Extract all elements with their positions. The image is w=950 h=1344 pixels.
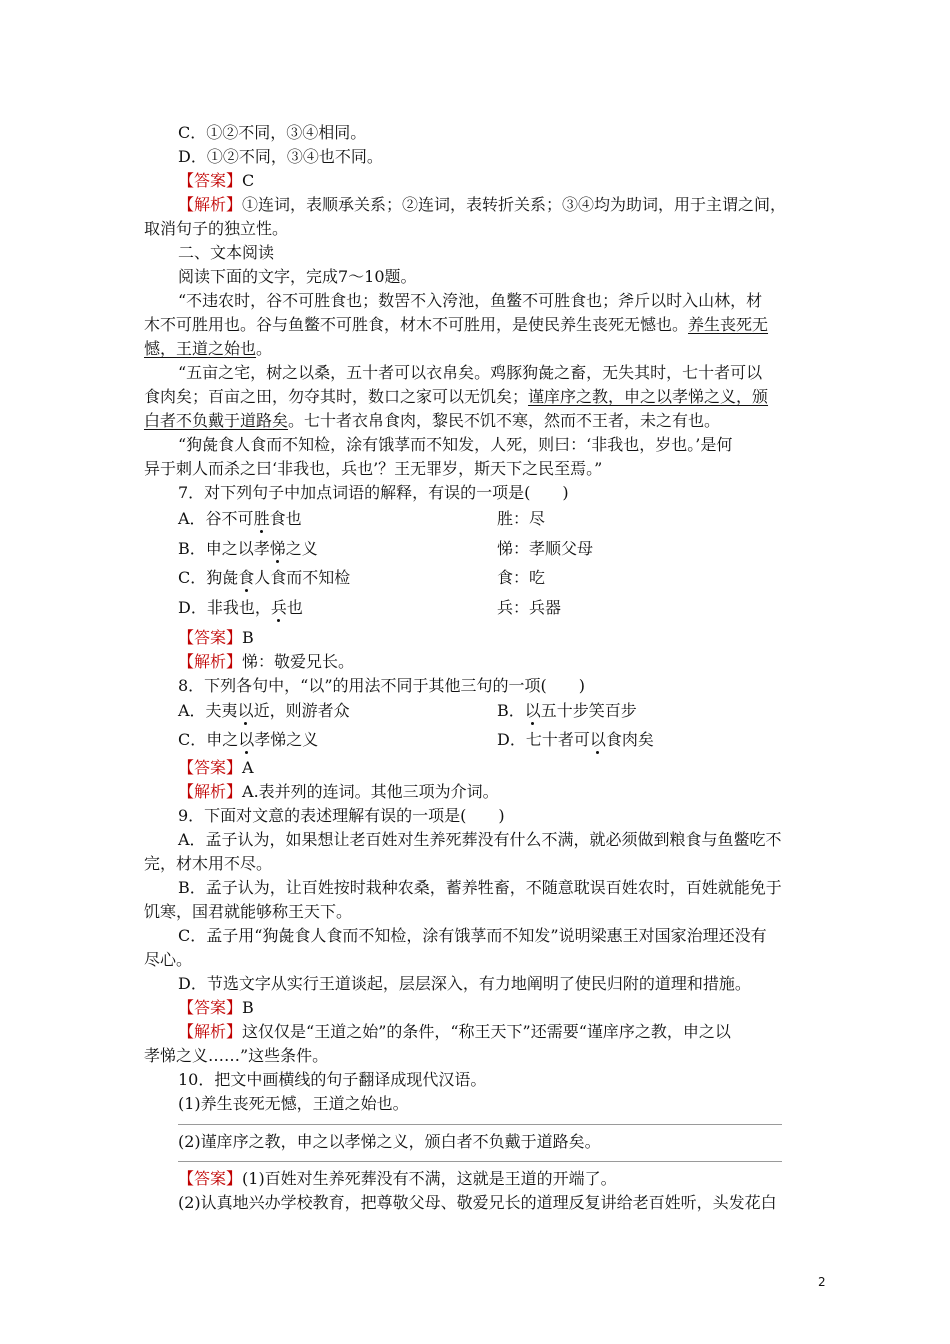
passage-text: 食肉矣；百亩之田，勿夺其时，数口之家可以无饥矣；: [144, 387, 529, 406]
analysis-8: [178, 781, 499, 803]
option-d: D．①②不同，③④也不同。: [178, 147, 383, 166]
q7-option-c-explanation: 食：吃: [497, 568, 546, 587]
answer-line: [178, 1161, 782, 1162]
answer-10-cont: (2)认真地兴办学校教育，把尊敬父母、敬爱兄长的道理反复讲给老百姓听，头发花白: [178, 1193, 777, 1212]
q7a-text: 食也: [269, 509, 302, 528]
passage-line: “五亩之宅，树之以桑，五十者可以衣帛矣。鸡豚狗彘之畜，无失其时，七十者可以: [178, 363, 763, 382]
analysis-text: 悌：敬爱兄长。: [242, 652, 355, 671]
option-c: C．①②不同，③④相同。: [178, 123, 367, 142]
dotted-char: 以: [589, 730, 606, 749]
answer-tag: 【答案】: [178, 628, 243, 647]
dotted-char: 以: [238, 730, 255, 749]
analysis-text: 这仅仅是“王道之始”的条件，“称王天下”还需要“谨庠序之教，申之以: [242, 1022, 731, 1041]
q7-option-d-explanation: 兵：兵器: [497, 598, 562, 617]
answer-value: C: [242, 171, 255, 190]
passage-line: [144, 386, 768, 408]
q9-option-d: D．节选文字从实行王道谈起，层层深入，有力地阐明了使民归附的道理和措施。: [178, 974, 751, 993]
q7-option-a-explanation: 胜：尽: [497, 509, 546, 528]
q8-option-c: [178, 729, 318, 751]
section-heading: 二、文本阅读: [178, 243, 275, 262]
passage-text: 木不可胜用也。谷与鱼鳖不可胜食，材木不可胜用，是使民养生丧死无憾也。: [144, 315, 689, 334]
answer-text: (1)百姓对生养死葬没有不满，这就是王道的开端了。: [242, 1169, 617, 1188]
answer-tag: 【答案】: [178, 1169, 243, 1188]
q9-option-a: A．孟子认为，如果想让老百姓对生养死葬没有什么不满，就必须做到粮食与鱼鳖吃不: [178, 830, 782, 849]
question-8: 8．下列各句中，“以”的用法不同于其他三句的一项( ): [178, 676, 586, 695]
analysis-9-cont: 孝悌之义……”这些条件。: [144, 1046, 329, 1065]
answer-value: B: [242, 998, 254, 1017]
answer-7: [178, 627, 254, 649]
question-9: 9．下面对文意的表述理解有误的一项是( ): [178, 806, 505, 825]
passage-line: 异于刺人而杀之曰‘非我也，兵也’？王无罪岁，斯天下之民至焉。”: [144, 459, 603, 478]
q9-option-c-cont: 尽心。: [144, 950, 193, 969]
q8a-text: 近，则游者众: [253, 701, 350, 720]
question-7: 7．对下列句子中加点词语的解释，有误的一项是( ): [178, 483, 569, 502]
underlined-sentence-2-cont: 白者不负戴于道路矣: [144, 411, 289, 430]
q8d-text: 食肉矣: [605, 730, 654, 749]
q7-option-b: [178, 538, 318, 560]
q10-item-2: (2)谨庠序之教，申之以孝悌之义，颁白者不负戴于道路矣。: [178, 1132, 601, 1151]
q9-option-c: C．孟子用“狗彘食人食而不知检，涂有饿莩而不知发”说明梁惠王对国家治理还没有: [178, 926, 767, 945]
q8-option-d: [497, 729, 654, 751]
passage-line: [144, 338, 272, 360]
analysis-7: [178, 651, 354, 673]
q8b-text: B．: [497, 701, 525, 720]
q7a-text: A．谷不可: [178, 509, 254, 528]
answer-value: A: [242, 758, 254, 777]
passage-line: [144, 314, 768, 336]
q7d-text: D．非我也，: [178, 598, 271, 617]
analysis-6-cont: 取消句子的独立性。: [144, 219, 289, 238]
answer-value: B: [242, 628, 254, 647]
passage-text: 。: [256, 339, 273, 358]
analysis-9: [178, 1021, 731, 1043]
q8-option-a: [178, 700, 350, 722]
analysis-tag: 【解析】: [178, 782, 243, 801]
passage-line: [144, 410, 720, 432]
dotted-char: 以: [237, 701, 254, 720]
answer-tag: 【答案】: [178, 758, 243, 777]
underlined-sentence-1-cont: 憾，王道之始也: [144, 339, 257, 358]
passage-line: “狗彘食人食而不知检，涂有饿莩而不知发，人死，则曰：‘非我也，岁也。’是何: [178, 435, 733, 454]
q7-option-c: [178, 567, 350, 589]
passage-text: 。七十者衣帛食肉，黎民不饥不寒，然而不王者，未之有也。: [288, 411, 721, 430]
underlined-sentence-1: 养生丧死无: [688, 315, 769, 334]
passage-line: “不违农时，谷不可胜食也；数罟不入洿池，鱼鳖不可胜食也；斧斤以时入山林，材: [178, 291, 763, 310]
q8a-text: A．夫夷: [178, 701, 238, 720]
q8d-text: D．七十者可: [497, 730, 590, 749]
analysis-tag: 【解析】: [178, 1022, 243, 1041]
q8c-text: C．申之: [178, 730, 239, 749]
dotted-char: 食: [238, 568, 255, 587]
dotted-char: 兵: [270, 598, 287, 617]
q7c-text: 人食而不知检: [254, 568, 351, 587]
underlined-sentence-2: 谨庠序之教，申之以孝悌之义，颁: [528, 387, 769, 406]
dotted-char: 以: [524, 701, 541, 720]
answer-tag: 【答案】: [178, 171, 243, 190]
q9-option-b: B．孟子认为，让百姓按时栽种农桑，蓄养牲畜，不随意耽误百姓农时，百姓就能免于: [178, 878, 782, 897]
dotted-char: 胜: [253, 509, 270, 528]
q7-option-a: [178, 508, 302, 530]
page-number: 2: [818, 1275, 826, 1289]
q9-option-b-cont: 饥寒，国君就能够称王天下。: [144, 902, 353, 921]
q8-option-b: [497, 700, 637, 722]
answer-8: [178, 757, 254, 779]
q9-option-a-cont: 完，材木用不尽。: [144, 854, 273, 873]
q7-option-b-explanation: 悌：孝顺父母: [497, 539, 594, 558]
answer-10: [178, 1168, 617, 1190]
analysis-text: ①连词，表顺承关系；②连词，表转折关系；③④均为助词，用于主谓之间，: [242, 195, 787, 214]
analysis-text: A.表并列的连词。其他三项为介词。: [242, 782, 499, 801]
answer-tag: 【答案】: [178, 998, 243, 1017]
analysis-tag: 【解析】: [178, 195, 243, 214]
q8c-text: 孝悌之义: [254, 730, 319, 749]
q7b-text: B．申之以孝: [178, 539, 270, 558]
question-10: 10．把文中画横线的句子翻译成现代汉语。: [178, 1070, 487, 1089]
answer-line: [178, 1124, 782, 1125]
q7c-text: C．狗彘: [178, 568, 239, 587]
dotted-char: 悌: [269, 539, 286, 558]
analysis-6: [178, 194, 786, 216]
answer-6: [178, 170, 254, 192]
q7-option-d: [178, 597, 303, 619]
q7d-text: 也: [286, 598, 303, 617]
reading-instruction: 阅读下面的文字，完成7～10题。: [178, 267, 417, 286]
q10-item-1: (1)养生丧死无憾，王道之始也。: [178, 1094, 409, 1113]
q7b-text: 之义: [285, 539, 318, 558]
q8b-text: 五十步笑百步: [540, 701, 637, 720]
analysis-tag: 【解析】: [178, 652, 243, 671]
answer-9: [178, 997, 254, 1019]
